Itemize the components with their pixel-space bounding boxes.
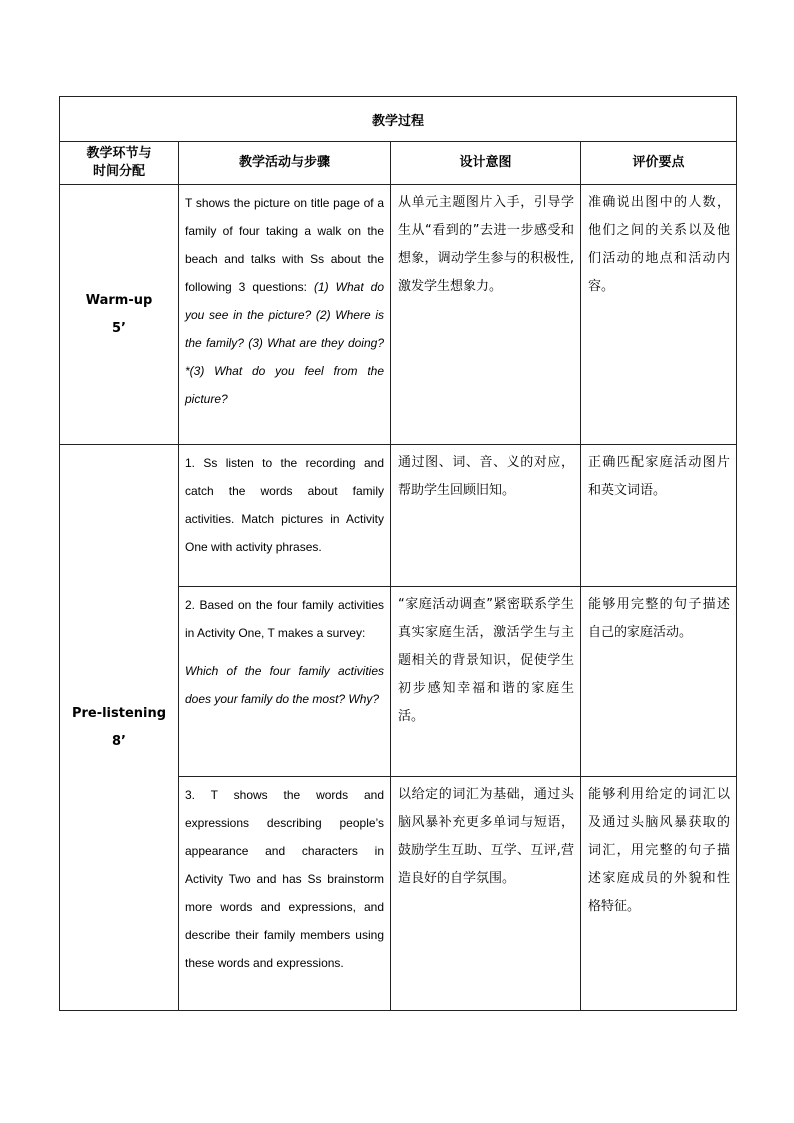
stage-name: Warm-up: [85, 292, 153, 308]
activity-questions: Which of the four family activities does your family do the most? Why?: [185, 664, 384, 706]
activity-cell: [179, 777, 391, 1011]
header-purpose: 设计意图: [391, 142, 581, 185]
header-stage-line1: 教学环节与: [86, 146, 152, 161]
table-row: [60, 445, 737, 587]
activity-cell: [179, 587, 391, 777]
activity-cell: [179, 445, 391, 587]
purpose-cell: 从单元主题图片入手，引导学生从“看到的”去进一步感受和想象，调动学生参与的积极性,激发学生想象力。: [391, 185, 581, 445]
lesson-process-table: [59, 96, 737, 1011]
stage-time: 8’: [112, 733, 126, 749]
activity-text: 3. T shows the words and expressions describing people’s appearance and characters in Activity Two and has Ss brainstorm more words and expressions, and describe their family members using these words and expressions.: [185, 788, 384, 970]
table-row: [60, 185, 737, 445]
header-stage: [60, 142, 179, 185]
stage-cell: [60, 185, 179, 445]
evaluation-cell: 正确匹配家庭活动图片和英文词语。: [581, 445, 737, 587]
activity-text: 1. Ss listen to the recording and catch the words about family activities. Match pictures in Activity One with activity phrases.: [185, 456, 384, 554]
header-evaluation: 评价要点: [581, 142, 737, 185]
purpose-cell: “家庭活动调查”紧密联系学生真实家庭生活，激活学生与主题相关的背景知识，促使学生初步感知幸福和谐的家庭生活。: [391, 587, 581, 777]
header-stage-line2: 时间分配: [92, 164, 145, 179]
evaluation-cell: 能够用完整的句子描述自己的家庭活动。: [581, 587, 737, 777]
activity-text: 2. Based on the four family activities in Activity One, T makes a survey:: [185, 598, 384, 640]
evaluation-cell: 能够利用给定的词汇以及通过头脑风暴获取的词汇，用完整的句子描述家庭成员的外貌和性格特征。: [581, 777, 737, 1011]
evaluation-cell: 准确说出图中的人数，他们之间的关系以及他们活动的地点和活动内容。: [581, 185, 737, 445]
stage-name: Pre-listening: [71, 705, 167, 721]
stage-time: 5’: [112, 320, 126, 336]
activity-cell: [179, 185, 391, 445]
header-activity: 教学活动与步骤: [179, 142, 391, 185]
stage-cell: [60, 445, 179, 1011]
table-title: 教学过程: [60, 97, 737, 142]
activity-text: T shows the picture on title page of a family of four taking a walk on the beach and talks with Ss about the following 3 questions:: [185, 196, 384, 294]
purpose-cell: 以给定的词汇为基础，通过头脑风暴补充更多单词与短语，鼓励学生互助、互学、互评,营造良好的自学氛围。: [391, 777, 581, 1011]
activity-questions: (1) What do you see in the picture? (2) Where is the family? (3) What are they doing? *(3) What do you feel from the picture?: [185, 280, 384, 406]
purpose-cell: 通过图、词、音、义的对应，帮助学生回顾旧知。: [391, 445, 581, 587]
